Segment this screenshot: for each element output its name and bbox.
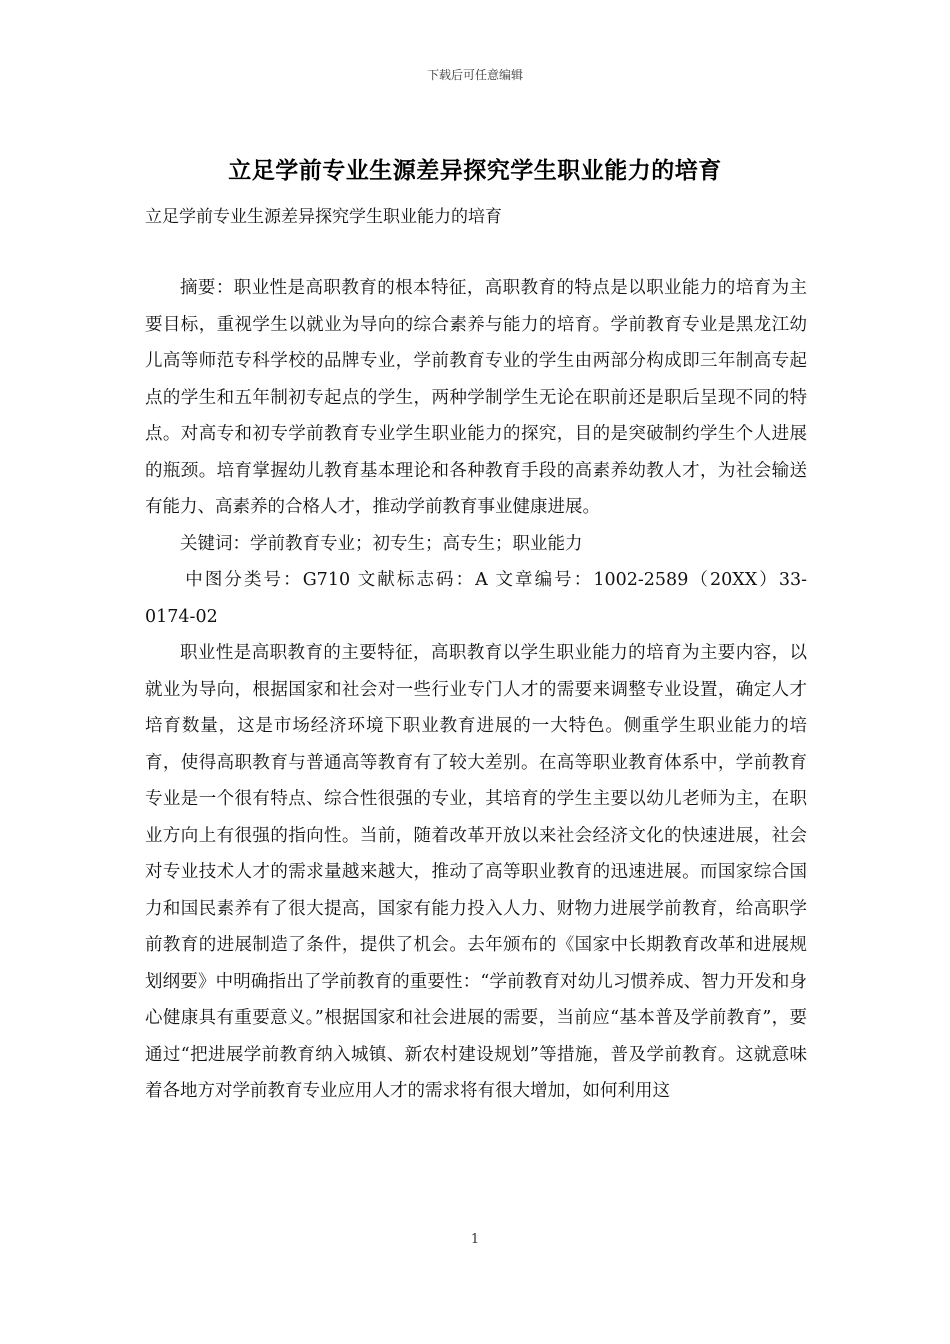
- document-subtitle: 立足学前专业生源差异探究学生职业能力的培育: [145, 207, 502, 227]
- document-title: 立足学前专业生源差异探究学生职业能力的培育: [228, 157, 722, 184]
- page-number: 1: [470, 1232, 480, 1247]
- keywords-paragraph: 关键词：学前教育专业；初专生；高专生；职业能力: [180, 533, 583, 554]
- header-note: 下载后可任意编辑: [426, 68, 523, 82]
- classification-paragraph: 中图分类号：G710 文献标志码：A 文章编号：1002-2589（20XX）33-0174-02: [145, 570, 807, 627]
- body-paragraph: 职业性是高职教育的主要特征，高职教育以学生职业能力的培育为主要内容，以就业为导向，根据国家和社会对一些行业专门人才的需要来调整专业设置，确定人才培育数量，这是市场经济环境下职业教育进展的一大特色。侧重学生职业能力的培育，使得高职教育与普通高等教育有了较大差别。在高等职业教育体系中，学前教育专业是一个很有特点、综合性很强的专业，其培育的学生主要以幼儿老师为主，在职业方向上有很强的指向性。当前，随着改革开放以来社会经济文化的快速进展，社会对专业技术人才的需求量越来越大，推动了高等职业教育的迅速进展。而国家综合国力和国民素养有了很大提高，国家有能力投入人力、财物力进展学前教育，给高职学前教育的进展制造了条件，提供了机会。去年颁布的《国家中长期教育改革和进展规划纲要》中明确指出了学前教育的重要性：“学前教育对幼儿习惯养成、智力开发和身心健康具有重要意义。”根据国家和社会进展的需要，当前应“基本普及学前教育”，要通过“把进展学前教育纳入城镇、新农村建设规划”等措施，普及学前教育。这就意味着各地方对学前教育专业应用人才的需求将有很大增加，如何利用这: [145, 643, 807, 1101]
- document-body: [145, 270, 807, 1110]
- abstract-paragraph: 摘要：职业性是高职教育的根本特征，高职教育的特点是以职业能力的培育为主要目标，重视学生以就业为导向的综合素养与能力的培育。学前教育专业是黑龙江幼儿高等师范专科学校的品牌专业，学前教育专业的学生由两部分构成即三年制高专起点的学生和五年制初专起点的学生，两种学制学生无论在职前还是职后呈现不同的特点。对高专和初专学前教育专业学生职业能力的探究，目的是突破制约学生个人进展的瓶颈。培育掌握幼儿教育基本理论和各种教育手段的高素养幼教人才，为社会输送有能力、高素养的合格人才，推动学前教育事业健康进展。: [145, 278, 807, 517]
